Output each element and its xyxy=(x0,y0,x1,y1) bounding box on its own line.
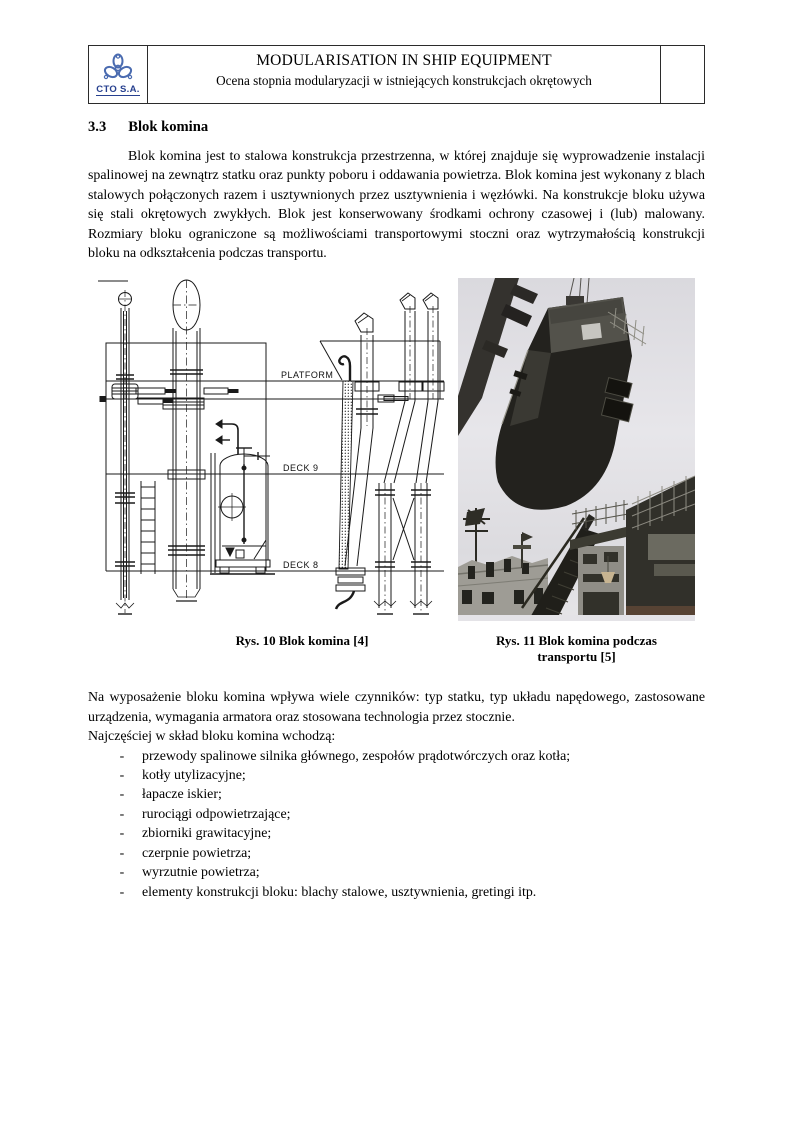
list-item: - elementy konstrukcji bloku: blachy stalowe, usztywnienia, gretingi itp. xyxy=(88,883,705,902)
drawing-label-deck8: DECK 8 xyxy=(283,560,319,571)
section-heading xyxy=(88,119,705,136)
drawing-label-platform: PLATFORM xyxy=(281,370,334,381)
list-item: - kotły utylizacyjne; xyxy=(88,766,705,785)
logo-text: CTO S.A. xyxy=(96,84,140,95)
list-item: - łapacze iskier; xyxy=(88,785,705,804)
paragraph-2: Na wyposażenie bloku komina wpływa wiele czynników: typ statku, typ układu napędowego, zastosowane urządzenia, wymagania armatora oraz stosowana technologia przez stocznie. xyxy=(88,690,705,725)
list-dash: - xyxy=(119,787,125,803)
cto-propeller-icon xyxy=(101,53,135,85)
section-number: 3.3 xyxy=(88,119,107,135)
paragraph-1: Blok komina jest to stalowa konstrukcja przestrzenna, w której znajduje się wyprowadzenie instalacji spalinowej na zewnątrz statku oraz punkty poboru i oddawania powietrza. Blok komina jest wykonany z blach stalowych połączonych razem i usztywnionych przez usztywnienia i węzłówki. Na konstrukcje bloku używa się stali okrętowych zwykłych. Blok jest konserwowany środkami ochrony czasowej i (lub) malowany. Rozmiary bloku ograniczone są możliwościami transportowymi stoczni oraz wytrzymałością konstrukcji bloku na odkształcenia podczas transportu. xyxy=(88,149,705,262)
section-title: Blok komina xyxy=(128,119,209,135)
header-empty-cell xyxy=(660,46,704,103)
list-item: - przewody spalinowe silnika głównego, zespołów prądotwórczych oraz kotła; xyxy=(88,747,705,766)
header-titles xyxy=(148,46,660,103)
list-dash: - xyxy=(119,748,125,764)
caption-fig11-line1: Rys. 11 Blok komina podczas xyxy=(496,633,657,649)
funnel-block-drawing xyxy=(98,278,450,624)
document-title: MODULARISATION IN SHIP EQUIPMENT xyxy=(256,52,552,69)
document-subtitle: Ocena stopnia modularyzacji w istniejących konstrukcjach okrętowych xyxy=(216,73,592,88)
figures-row xyxy=(88,278,705,624)
list-dash: - xyxy=(119,884,125,900)
list-item: - zbiorniki grawitacyjne; xyxy=(88,824,705,843)
list-dash: - xyxy=(119,768,125,784)
list-item: - rurociągi odpowietrzające; xyxy=(88,805,705,824)
captions-row xyxy=(88,631,705,667)
drawing-label-deck9: DECK 9 xyxy=(283,463,319,474)
list-dash: - xyxy=(119,845,125,861)
caption-fig11 xyxy=(458,633,695,665)
funnel-components-list xyxy=(88,747,705,902)
list-dash: - xyxy=(119,865,125,881)
list-dash: - xyxy=(119,806,125,822)
caption-fig10: Rys. 10 Blok komina [4] xyxy=(235,633,369,649)
funnel-transport-photo xyxy=(458,278,695,621)
list-item: - wyrzutnie powietrza; xyxy=(88,863,705,882)
header-table xyxy=(88,45,705,104)
list-item: - czerpnie powietrza; xyxy=(88,844,705,863)
list-dash: - xyxy=(119,826,125,842)
list-intro: Najczęściej w skład bloku komina wchodzą: xyxy=(88,729,336,745)
cto-logo xyxy=(89,46,148,103)
caption-fig11-line2: transportu [5] xyxy=(537,649,616,665)
